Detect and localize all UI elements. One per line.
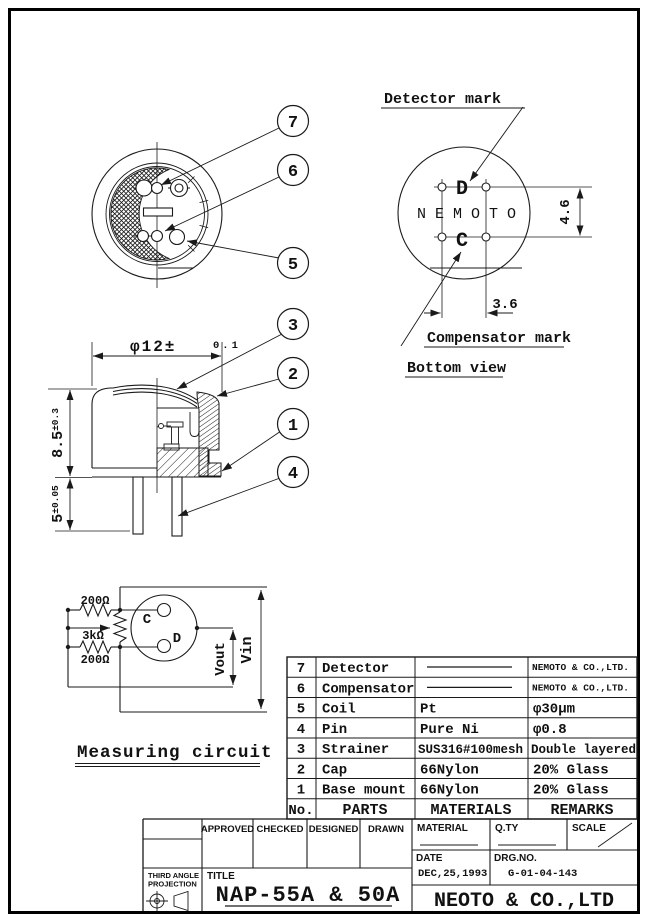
scale-label: SCALE [572, 823, 606, 834]
row-part: Detector [322, 661, 390, 677]
projection-label-line2: PROJECTION [148, 879, 197, 889]
dim-diameter-tolerance: 0.1 [213, 340, 241, 352]
callout-6-number: 6 [287, 163, 299, 182]
row-no: 5 [296, 701, 306, 718]
approved-label: APPROVED [200, 824, 255, 835]
row-part: Strainer [322, 742, 390, 758]
circuit-c-label: C [142, 612, 152, 628]
drawn-label: DRAWN [368, 824, 404, 835]
dim-4-6-value: 4.6 [558, 199, 574, 225]
material-label: MATERIAL [417, 823, 468, 834]
slot-mark [144, 208, 173, 216]
projection-label-line1: THIRD ANGLE [148, 871, 199, 880]
row-material: Pt [420, 701, 437, 718]
qty-label: Q.TY [495, 823, 519, 834]
callout-7-number: 7 [287, 114, 299, 133]
bottom-view-label: Bottom view [407, 360, 507, 377]
vout-label: Vout [213, 642, 229, 676]
measuring-circuit [66, 587, 267, 767]
callout-3-number: 3 [287, 317, 299, 336]
row-remarks: 20% Glass [533, 762, 609, 779]
row-no: 4 [296, 721, 306, 738]
dim-diameter-value: φ12± [130, 338, 177, 356]
can-left-profile [92, 388, 113, 468]
row-material: SUS316#100mesh [418, 743, 524, 757]
row-part: Base mount [322, 782, 407, 799]
callout-2-number: 2 [287, 366, 299, 385]
row-remarks: Double layered [531, 743, 637, 757]
vin-label: Vin [239, 636, 256, 664]
parts-table-rows [288, 661, 636, 819]
row-no: 2 [296, 762, 306, 779]
row-no: 3 [296, 742, 306, 758]
row-material: Pure Ni [420, 721, 479, 738]
header-materials: MATERIALS [430, 801, 512, 819]
row-remarks: φ30μm [533, 701, 576, 718]
detector-mark-leader [470, 107, 523, 181]
dim-3-6-value: 3.6 [492, 297, 518, 313]
row-part: Pin [322, 721, 348, 738]
row-part: Cap [322, 762, 348, 779]
compensator-letter: C [455, 230, 469, 253]
title-label: TITLE [207, 871, 235, 882]
pin-right [172, 477, 182, 536]
drg-no-label: DRG.NO. [494, 853, 537, 864]
checked-label: CHECKED [256, 824, 304, 835]
pin-left [133, 477, 143, 534]
drg-no-value: G-01-04-143 [508, 868, 578, 880]
callout-1-number: 1 [287, 417, 299, 436]
row-part: Coil [322, 701, 356, 718]
compensator-mark-label: Compensator mark [427, 330, 572, 347]
inner-elements [157, 412, 199, 450]
row-no: 6 [296, 681, 306, 698]
designed-label: DESIGNED [308, 824, 359, 835]
callout-5-number: 5 [287, 256, 299, 275]
row-material: 66Nylon [420, 762, 479, 779]
dim-height-value: $8.5^{\pm 0.3}$ [50, 408, 67, 458]
header-no: No. [288, 802, 314, 819]
base-mount-section [157, 448, 208, 477]
callout-4-number: 4 [287, 465, 299, 484]
header-remarks: REMARKS [550, 801, 614, 819]
row-material: 66Nylon [420, 782, 479, 799]
drawing-title: NAP-55A & 50A [215, 883, 401, 908]
row-remarks: φ0.8 [533, 721, 567, 738]
measuring-circuit-label: Measuring circuit [77, 743, 273, 763]
row-no: 1 [296, 782, 306, 799]
third-angle-projection-icon [146, 891, 188, 911]
resistor-mid-label: 3kΩ [82, 629, 104, 643]
row-remarks: 20% Glass [533, 782, 609, 799]
detector-mark-label: Detector mark [384, 91, 502, 108]
date-label: DATE [416, 853, 443, 864]
row-part: Compensator [322, 681, 415, 698]
resistor-bottom-label: 200Ω [80, 653, 110, 667]
row-remarks: NEMOTO & CO.,LTD. [532, 662, 629, 673]
brand-text: NEMOTO [417, 206, 526, 223]
detector-letter: D [455, 178, 469, 201]
dim-pin-length-value: $5^{\pm 0.05}$ [50, 485, 67, 523]
section-view [48, 309, 309, 537]
company-name: NEOTO & CO.,LTD [433, 890, 615, 913]
resistor-top-label: 200Ω [80, 594, 110, 608]
header-parts: PARTS [342, 801, 388, 819]
top-view [92, 142, 222, 288]
date-value: DEC,25,1993 [418, 868, 488, 880]
row-remarks: NEMOTO & CO.,LTD. [532, 682, 629, 694]
circuit-d-label: D [172, 631, 182, 647]
potentiometer [114, 612, 126, 642]
row-no: 7 [296, 661, 306, 677]
